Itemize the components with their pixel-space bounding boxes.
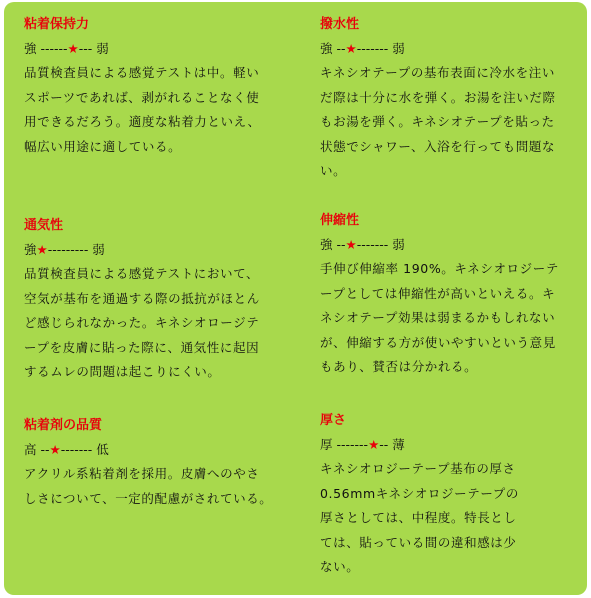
rating-scale [320,436,519,454]
section-adhesive-quality [24,417,272,511]
body-line: 幅広い用途に適している。 [24,138,182,154]
rating-right: ------- 弱 [356,41,405,56]
section-title: 粘着保持力 [24,17,90,32]
body-line: 品質検査員による感覚テストは中。軽い [24,65,260,80]
body-line: ープとしては伸縮性が高いといえる。キ [320,285,556,301]
section-body [24,462,272,511]
body-line: ては、貼っている間の違和感は少 [320,534,517,550]
body-line: ネシオテープ効果は弱まるかもしれない [320,310,556,325]
star-icon: ★ [49,442,61,457]
body-line: 空気が基布を通過する際の抵抗がほとん [24,290,260,306]
rating-scale [320,40,556,58]
star-icon: ★ [345,237,357,252]
rating-left: 強 ------ [24,41,68,56]
body-line: だ際は十分に水を弾く。お湯を注いだ際 [320,89,556,105]
rating-left: 厚 ------- [320,437,369,452]
rating-left: 高 -- [24,442,50,457]
body-line: もお湯を弾く。キネシオテープを貼った [320,114,555,129]
rating-right: --- 弱 [78,41,109,56]
section-title: 通気性 [24,218,64,233]
body-line: 用できるだろう。適度な粘着力といえ、 [24,114,261,129]
rating-scale [24,241,260,259]
rating-scale [24,441,272,459]
section-breathability [24,217,260,385]
body-line: 状態でシャワー、入浴を行っても問題な [320,138,556,154]
section-water-repellency [320,16,556,184]
rating-right: ------- 弱 [356,237,405,252]
body-line: 品質検査員による感覚テストにおいて、 [24,266,260,281]
rating-scale [320,236,559,254]
rating-right: -- 薄 [379,437,405,452]
body-line: アクリル系粘着剤を採用。皮膚へのやさ [24,466,260,481]
section-title: 撥水性 [320,17,360,32]
body-line: キネシオテープの基布表面に冷水を注い [320,65,555,80]
body-line: キネシオロジーテープ基布の厚さ [320,461,516,476]
star-icon: ★ [345,41,357,56]
section-body [24,61,261,159]
section-body [320,257,559,380]
rating-scale [24,40,261,58]
body-line: ど感じられなかった。キネシオロージテ [24,315,260,330]
rating-left: 強 [24,242,37,257]
section-body [320,457,519,580]
rating-right: --------- 弱 [47,242,105,257]
section-body [24,262,260,385]
section-title: 厚さ [320,413,347,428]
section-adhesion [24,16,261,159]
body-line: ない。 [320,559,360,574]
star-icon: ★ [67,41,79,56]
body-line: い。 [320,163,347,178]
rating-left: 強 -- [320,41,346,56]
body-line: 手伸び伸縮率 190%。キネシオロジーテ [320,261,559,276]
section-title: 伸縮性 [320,213,360,228]
body-line: もあり、賛否は分かれる。 [320,359,478,374]
body-line: 厚さとしては、中程度。特長とし [320,510,517,525]
section-thickness [320,412,519,580]
body-line: 0.56mmキネシオロジーテープの [320,485,520,501]
body-line: ープを皮膚に貼った際に、通気性に起因 [24,339,260,355]
body-line: が、伸縮する方が使いやすいという意見 [320,334,556,350]
section-body [320,61,556,184]
star-icon: ★ [36,242,48,257]
body-line: しさについて、一定的配慮がされている。 [24,490,273,506]
rating-right: ------- 低 [60,442,109,457]
section-stretch [320,212,559,380]
rating-left: 強 -- [320,237,346,252]
body-line: スポーツであれば、剥がれることなく使 [24,89,260,105]
body-line: するムレの問題は起こりにくい。 [24,364,221,379]
section-title: 粘着剤の品質 [24,418,103,433]
star-icon: ★ [368,437,380,452]
